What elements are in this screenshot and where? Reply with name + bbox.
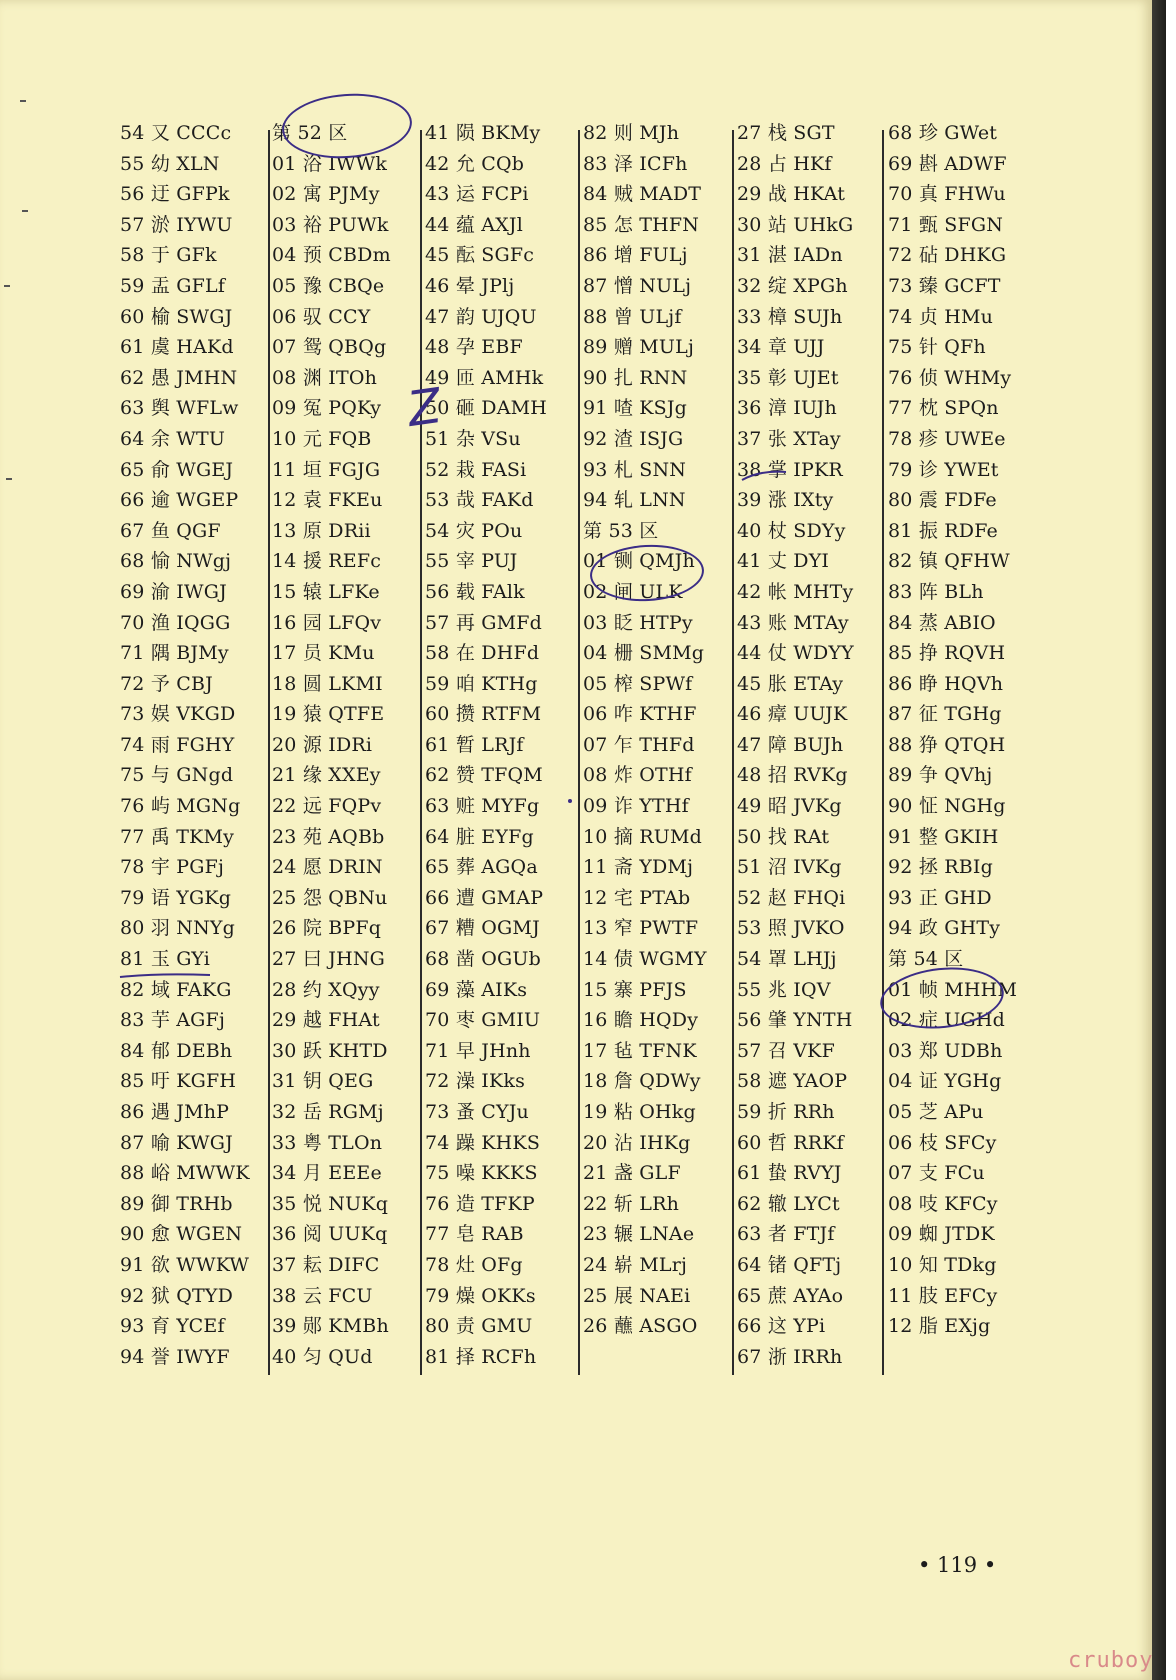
code-entry: 91 欲 WWKW [120, 1253, 250, 1276]
code-entry: 34 月 EEEe [272, 1162, 382, 1185]
code-entry: 28 约 XQyy [272, 978, 380, 1001]
code-entry: 19 粘 OHkg [583, 1101, 696, 1123]
code-entry: 68 珍 GWet [888, 122, 998, 144]
code-entry: 81 振 RDFe [888, 519, 998, 542]
code-entry: 23 辗 LNAe [583, 1223, 695, 1246]
code-entry: 66 逾 WGEP [120, 489, 239, 512]
code-entry: 12 脂 EXjg [888, 1315, 991, 1338]
code-entry: 92 渣 ISJG [583, 427, 684, 450]
code-entry: 01 帧 MHHM [888, 978, 1018, 1001]
code-column-4 [583, 118, 733, 1342]
code-entry: 77 禹 TKMy [120, 825, 235, 848]
code-entry: 67 糟 OGMJ [425, 917, 540, 940]
code-entry: 90 怔 NGHg [888, 795, 1006, 818]
code-entry: 07 乍 THFd [583, 733, 695, 756]
code-entry: 90 扎 RNN [583, 366, 688, 389]
code-entry: 11 垣 FGJG [272, 458, 381, 481]
code-entry: 32 岳 RGMj [272, 1101, 384, 1123]
code-entry: 10 知 TDkg [888, 1253, 997, 1276]
code-entry: 87 憎 NULj [583, 274, 692, 297]
code-entry: 40 杖 SDYy [737, 519, 846, 542]
code-entry: 08 吱 KFCy [888, 1192, 998, 1215]
code-entry: 54 又 CCCc [120, 122, 232, 144]
page-edge-shadow [1152, 0, 1166, 1680]
code-entry: 07 支 FCu [888, 1162, 985, 1185]
code-entry: 88 狰 QTQH [888, 733, 1006, 756]
code-entry: 91 整 GKIH [888, 825, 999, 848]
code-entry: 74 雨 FGHY [120, 733, 235, 756]
code-entry: 85 吁 KGFH [120, 1070, 237, 1093]
code-entry: 75 与 GNgd [120, 764, 234, 787]
code-entry: 72 砧 DHKG [888, 244, 1007, 267]
code-entry: 90 愈 WGEN [120, 1223, 243, 1246]
margin-mark [4, 285, 10, 287]
code-entry: 43 账 MTAy [737, 611, 849, 634]
code-entry: 61 暂 LRJf [425, 733, 524, 756]
code-entry: 67 浙 IRRh [737, 1345, 843, 1368]
code-entry: 78 宇 PGFj [120, 856, 225, 879]
code-entry: 47 韵 UJQU [425, 305, 537, 328]
code-entry: 29 战 HKAt [737, 183, 846, 206]
code-entry: 93 育 YCEf [120, 1315, 225, 1338]
code-entry: 26 院 BPFq [272, 917, 382, 940]
code-entry: 79 诊 YWEt [888, 458, 999, 481]
code-entry: 55 宰 PUJ [425, 550, 518, 573]
code-entry: 06 枝 SFCy [888, 1131, 997, 1154]
code-entry: 35 悦 NUKq [272, 1192, 389, 1215]
code-entry: 81 择 RCFh [425, 1345, 537, 1368]
code-entry: 23 苑 AQBb [272, 825, 385, 848]
code-entry: 45 胀 ETAy [737, 672, 844, 695]
code-entry: 09 蜘 JTDK [888, 1223, 995, 1246]
code-entry: 44 蕴 AXJl [425, 213, 523, 236]
code-entry: 18 圆 LKMI [272, 672, 383, 695]
code-entry: 70 渔 IQGG [120, 611, 231, 634]
code-entry: 45 酝 SGFc [425, 244, 535, 267]
code-entry: 56 载 FAlk [425, 580, 525, 603]
code-entry: 12 袁 FKEu [272, 489, 383, 512]
code-entry: 49 匝 AMHk [425, 366, 544, 389]
code-entry: 41 丈 DYI [737, 550, 830, 573]
code-entry: 19 猿 QTFE [272, 703, 385, 726]
code-entry: 46 晕 JPlj [425, 274, 515, 297]
code-entry: 94 轧 LNN [583, 489, 686, 512]
code-entry: 11 斋 YDMj [583, 856, 694, 879]
handwritten-mark: Z [404, 377, 445, 439]
code-entry: 71 隅 BJMy [120, 642, 229, 665]
code-entry: 73 臻 GCFT [888, 274, 1001, 297]
code-entry: 79 语 YGKg [120, 886, 232, 909]
code-entry: 53 照 JVKO [737, 917, 845, 940]
code-entry: 27 曰 JHNG [272, 948, 386, 971]
code-entry: 43 运 FCPi [425, 183, 529, 206]
code-entry: 65 葬 AGQa [425, 856, 538, 879]
code-entry: 77 枕 SPQn [888, 397, 999, 420]
code-entry: 66 这 YPi [737, 1315, 826, 1338]
code-entry: 94 誉 IWYF [120, 1345, 230, 1368]
code-entry: 03 郑 UDBh [888, 1039, 1003, 1062]
code-entry: 39 郧 KMBh [272, 1315, 389, 1338]
code-entry: 12 宅 PTAb [583, 886, 691, 909]
code-entry: 62 愚 JMHN [120, 366, 238, 389]
code-entry: 69 斟 ADWF [888, 152, 1007, 175]
code-entry: 60 榆 SWGJ [120, 305, 233, 328]
code-entry: 76 屿 MGNg [120, 795, 241, 818]
code-entry: 57 再 GMFd [425, 611, 543, 634]
code-entry: 31 钥 QEG [272, 1070, 374, 1093]
code-entry: 70 枣 GMIU [425, 1009, 541, 1032]
code-entry: 55 兆 IQV [737, 978, 831, 1001]
code-entry: 35 彰 UJEt [737, 366, 839, 389]
code-entry: 91 喳 KSJg [583, 397, 688, 420]
code-entry: 39 涨 IXty [737, 489, 834, 512]
code-entry: 57 召 VKF [737, 1039, 835, 1062]
code-entry: 64 锗 QFTj [737, 1253, 842, 1276]
code-entry: 51 杂 VSu [425, 427, 521, 450]
code-entry: 62 赞 TFQM [425, 764, 543, 787]
code-entry: 89 争 QVhj [888, 764, 993, 787]
code-entry: 72 予 CBJ [120, 672, 213, 695]
code-entry: 41 陨 BKMy [425, 122, 541, 144]
code-entry: 16 瞻 HQDy [583, 1009, 699, 1032]
code-entry: 25 怨 QBNu [272, 886, 388, 909]
margin-mark [6, 478, 12, 480]
code-entry: 69 渝 IWGJ [120, 580, 227, 603]
underline-81 [118, 968, 214, 982]
code-entry: 22 斩 LRh [583, 1192, 680, 1215]
code-entry: 92 狱 QTYD [120, 1284, 234, 1307]
code-entry: 22 远 FQPv [272, 795, 382, 818]
page-number: • 119 • [918, 1553, 997, 1577]
code-entry: 08 炸 OTHf [583, 764, 692, 787]
code-entry: 09 冤 PQKy [272, 397, 382, 420]
code-entry: 15 寨 PFJS [583, 978, 687, 1001]
code-entry: 34 章 UJJ [737, 336, 825, 359]
code-entry: 56 迂 GFPk [120, 183, 230, 206]
code-entry: 02 症 UGHd [888, 1009, 1005, 1032]
code-entry: 27 栈 SGT [737, 122, 835, 144]
code-entry: 17 员 KMu [272, 642, 375, 665]
code-entry: 86 遇 JMhP [120, 1101, 230, 1123]
code-entry: 42 帐 MHTy [737, 580, 854, 603]
code-entry: 36 漳 IUJh [737, 397, 837, 420]
code-entry: 92 拯 RBIg [888, 856, 993, 879]
code-entry: 65 蔗 AYAo [737, 1284, 844, 1307]
code-entry: 04 证 YGHg [888, 1070, 1002, 1093]
code-entry: 26 蘸 ASGO [583, 1315, 698, 1338]
code-column-2 [272, 118, 422, 1372]
code-entry: 94 政 GHTy [888, 917, 1001, 940]
code-entry: 07 鸳 QBQg [272, 336, 387, 359]
code-entry: 33 樟 SUJh [737, 305, 843, 328]
code-entry: 68 愉 NWgj [120, 550, 232, 573]
code-column-5 [737, 118, 887, 1372]
code-entry: 60 哲 RRKf [737, 1131, 844, 1154]
code-entry: 85 挣 RQVH [888, 642, 1006, 665]
code-entry: 59 咱 KTHg [425, 672, 538, 695]
code-entry: 13 窄 PWTF [583, 917, 699, 940]
code-entry: 20 沾 IHKg [583, 1131, 691, 1154]
code-entry: 10 元 FQB [272, 427, 372, 450]
code-entry: 28 占 HKf [737, 152, 832, 175]
code-entry: 80 羽 NNYg [120, 917, 236, 940]
code-entry: 02 闸 ULK [583, 580, 683, 603]
code-entry: 20 源 IDRi [272, 733, 373, 756]
code-entry: 80 责 GMU [425, 1315, 533, 1338]
code-entry: 82 域 FAKG [120, 978, 232, 1001]
section-heading: 第 52 区 [272, 122, 348, 144]
code-entry: 61 虞 HAKd [120, 336, 234, 359]
code-entry: 54 灾 POu [425, 519, 523, 542]
code-entry: 69 藻 AIKs [425, 978, 528, 1001]
code-entry: 29 越 FHAt [272, 1009, 380, 1032]
code-entry: 82 镇 QFHW [888, 550, 1010, 573]
code-entry: 36 阅 UUKq [272, 1223, 388, 1246]
code-entry: 58 于 GFk [120, 244, 217, 267]
code-entry: 30 跃 KHTD [272, 1039, 388, 1062]
code-entry: 33 粤 TLOn [272, 1131, 383, 1154]
watermark: cruboy [1068, 1648, 1154, 1673]
code-entry: 06 咋 KTHF [583, 703, 697, 726]
code-entry: 47 障 BUJh [737, 733, 844, 756]
code-entry: 03 裕 PUWk [272, 213, 389, 236]
code-entry: 09 诈 YTHf [583, 795, 689, 818]
code-entry: 52 赵 FHQi [737, 886, 846, 909]
code-entry: 64 余 WTU [120, 427, 226, 450]
code-entry: 17 毡 TFNK [583, 1039, 697, 1062]
code-entry: 88 峪 MWWK [120, 1162, 250, 1185]
code-entry: 84 蒸 ABIO [888, 611, 996, 634]
code-entry: 63 赃 MYFg [425, 795, 540, 818]
code-entry: 74 躁 KHKS [425, 1131, 541, 1154]
code-entry: 72 澡 IKks [425, 1070, 526, 1093]
code-entry: 89 御 TRHb [120, 1192, 233, 1215]
code-entry: 64 脏 EYFg [425, 825, 534, 848]
code-entry: 14 援 REFc [272, 550, 382, 573]
code-entry: 82 则 MJh [583, 122, 680, 144]
code-entry: 83 芋 AGFj [120, 1009, 226, 1032]
code-entry: 16 园 LFQv [272, 611, 382, 634]
code-entry: 93 正 GHD [888, 886, 992, 909]
code-entry: 79 燥 OKKs [425, 1284, 536, 1307]
code-entry: 38 云 FCU [272, 1284, 373, 1307]
code-entry: 78 疹 UWEe [888, 427, 1006, 450]
code-entry: 54 罩 LHJj [737, 948, 837, 971]
code-entry: 21 缘 XXEy [272, 764, 381, 787]
code-entry: 50 砸 DAMH [425, 397, 548, 420]
code-entry: 48 孕 EBF [425, 336, 523, 359]
code-entry: 84 贼 MADT [583, 183, 702, 206]
code-entry: 83 阵 BLh [888, 580, 984, 603]
code-entry: 56 肇 YNTH [737, 1009, 853, 1032]
code-entry: 84 郁 DEBh [120, 1039, 233, 1062]
code-entry: 50 找 RAt [737, 825, 830, 848]
code-entry: 83 泽 ICFh [583, 152, 688, 175]
code-entry: 77 皂 RAB [425, 1223, 524, 1246]
code-entry: 58 遮 YAOP [737, 1070, 848, 1093]
code-entry: 18 詹 QDWy [583, 1070, 701, 1093]
code-entry: 68 凿 OGUb [425, 948, 541, 971]
code-entry: 08 渊 ITOh [272, 366, 378, 389]
code-entry: 75 噪 KKKS [425, 1162, 538, 1185]
code-entry: 87 征 TGHg [888, 703, 1002, 726]
code-entry: 88 曾 ULjf [583, 305, 682, 328]
code-entry: 73 娱 VKGD [120, 703, 236, 726]
margin-mark [20, 100, 26, 102]
code-entry: 13 原 DRii [272, 519, 371, 542]
code-entry: 04 栅 SMMg [583, 642, 705, 665]
code-entry: 60 攒 RTFM [425, 703, 542, 726]
code-entry: 44 仗 WDYY [737, 642, 854, 665]
code-entry: 57 淤 IYWU [120, 213, 233, 236]
code-entry: 37 耘 DIFC [272, 1253, 380, 1276]
code-entry: 53 哉 FAKd [425, 489, 534, 512]
code-entry: 71 甄 SFGN [888, 213, 1004, 236]
code-entry: 05 芝 APu [888, 1101, 984, 1123]
section-heading: 第 54 区 [888, 948, 964, 971]
code-entry: 76 造 TFKP [425, 1192, 535, 1215]
code-entry: 42 允 CQb [425, 152, 525, 175]
code-entry: 14 债 WGMY [583, 948, 707, 971]
margin-mark [22, 210, 28, 212]
code-entry: 58 在 DHFd [425, 642, 540, 665]
code-entry: 24 崭 MLrj [583, 1253, 688, 1276]
code-entry: 49 昭 JVKg [737, 795, 842, 818]
code-entry: 89 赠 MULj [583, 336, 695, 359]
code-entry: 62 辙 LYCt [737, 1192, 840, 1215]
code-entry: 37 张 XTay [737, 427, 841, 450]
code-entry: 71 早 JHnh [425, 1039, 531, 1062]
code-entry: 11 肢 EFCy [888, 1284, 998, 1307]
code-entry: 63 者 FTJf [737, 1223, 835, 1246]
code-entry: 59 盂 GFLf [120, 274, 226, 297]
code-entry: 73 蚤 CYJu [425, 1101, 529, 1123]
code-column-6 [888, 118, 1038, 1342]
code-entry: 03 眨 HTPy [583, 611, 693, 634]
code-entry: 05 榨 SPWf [583, 672, 693, 695]
code-entry: 10 摘 RUMd [583, 825, 702, 848]
section-heading: 第 53 区 [583, 519, 659, 542]
code-entry: 04 预 CBDm [272, 244, 391, 267]
code-entry: 01 铡 QMJh [583, 550, 695, 573]
code-entry: 93 札 SNN [583, 458, 687, 481]
code-entry: 06 驭 CCY [272, 305, 371, 328]
code-column-1 [120, 118, 270, 1372]
code-entry: 81 玉 GYi [120, 948, 210, 971]
code-entry: 70 真 FHWu [888, 183, 1006, 206]
code-entry: 86 睁 HQVh [888, 672, 1004, 695]
code-entry: 15 辕 LFKe [272, 580, 380, 603]
code-entry: 59 折 RRh [737, 1101, 835, 1123]
code-entry: 65 俞 WGEJ [120, 458, 234, 481]
code-entry: 80 震 FDFe [888, 489, 997, 512]
code-entry: 32 绽 XPGh [737, 274, 848, 297]
code-column-3 [425, 118, 575, 1372]
code-entry: 48 招 RVKg [737, 764, 848, 787]
code-entry: 02 寓 PJMy [272, 183, 380, 206]
code-entry: 51 沼 IVKg [737, 856, 842, 879]
ink-dot [565, 796, 575, 806]
code-entry: 85 怎 THFN [583, 213, 700, 236]
code-entry: 61 蛰 RVYJ [737, 1162, 842, 1185]
code-entry: 76 侦 WHMy [888, 366, 1012, 389]
code-entry: 24 愿 DRIN [272, 856, 383, 879]
code-entry: 40 匀 QUd [272, 1345, 373, 1368]
code-entry: 87 喻 KWGJ [120, 1131, 233, 1154]
code-entry: 63 舆 WFLw [120, 397, 239, 420]
code-entry: 75 针 QFh [888, 336, 986, 359]
code-entry: 78 灶 OFg [425, 1253, 523, 1276]
code-entry: 52 栽 FASi [425, 458, 527, 481]
code-entry: 01 浴 IWWk [272, 152, 388, 175]
code-entry: 25 展 NAEi [583, 1284, 691, 1307]
column-divider [578, 130, 580, 1375]
code-entry: 05 豫 CBQe [272, 274, 385, 297]
code-entry: 46 瘴 UUJK [737, 703, 848, 726]
code-entry: 86 增 FULj [583, 244, 688, 267]
code-entry: 55 幼 XLN [120, 152, 220, 175]
code-entry: 66 遭 GMAP [425, 886, 544, 909]
code-entry: 21 盏 GLF [583, 1162, 681, 1185]
code-entry: 38 掌 IPKR [737, 458, 843, 481]
code-entry: 30 站 UHkG [737, 213, 854, 236]
code-entry: 67 鱼 QGF [120, 519, 221, 542]
code-entry: 31 湛 IADn [737, 244, 843, 267]
underline-37 [740, 462, 790, 486]
code-entry: 74 贞 HMu [888, 305, 994, 328]
